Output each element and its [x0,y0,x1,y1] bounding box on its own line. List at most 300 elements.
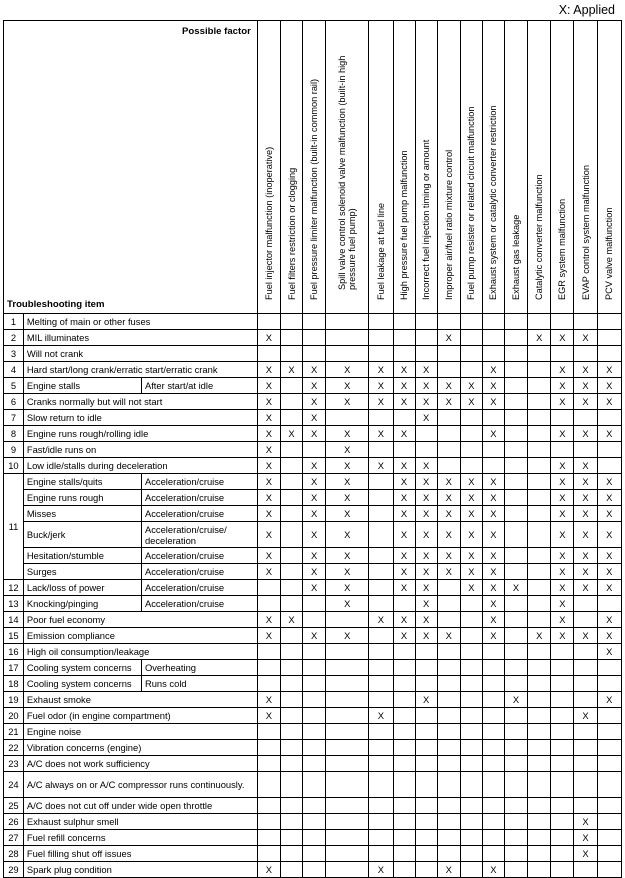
applied-mark: X [551,378,574,394]
applied-mark: X [574,564,597,580]
table-row [4,330,622,346]
applied-mark [528,740,551,756]
applied-mark [393,724,415,740]
applied-mark [326,830,369,846]
applied-mark: X [415,580,437,596]
troubleshooting-item: Spark plug condition [23,862,257,878]
applied-mark: X [504,580,527,596]
applied-mark [437,426,460,442]
factor-header [303,21,326,314]
table-row [4,628,622,644]
table-row [4,724,622,740]
applied-mark [482,772,504,798]
applied-mark: X [393,362,415,378]
applied-mark [280,458,302,474]
applied-mark: X [551,506,574,522]
applied-mark: X [369,612,393,628]
applied-mark [326,724,369,740]
applied-mark: X [393,612,415,628]
factor-header [504,21,527,314]
applied-mark [369,548,393,564]
troubleshooting-item: Engine runs rough/rolling idle [23,426,257,442]
applied-mark [280,490,302,506]
applied-mark [326,330,369,346]
applied-mark [369,628,393,644]
applied-mark [460,628,482,644]
applied-mark [504,378,527,394]
applied-mark [369,660,393,676]
applied-mark: X [369,708,393,724]
applied-mark [303,660,326,676]
applied-mark [393,676,415,692]
applied-mark [280,830,302,846]
troubleshooting-item: Engine noise [23,724,257,740]
applied-mark [528,394,551,410]
applied-mark: X [551,564,574,580]
applied-mark: X [482,362,504,378]
applied-mark: X [369,862,393,878]
applied-mark [257,580,280,596]
applied-mark: X [303,564,326,580]
applied-mark [257,644,280,660]
applied-mark [393,798,415,814]
applied-mark [257,596,280,612]
applied-mark [504,862,527,878]
applied-mark [597,330,621,346]
applied-mark [257,676,280,692]
table-row [4,708,622,724]
applied-mark [528,798,551,814]
applied-mark [528,474,551,490]
applied-mark [528,612,551,628]
table-row [4,426,622,442]
applied-mark: X [437,564,460,580]
applied-mark: X [393,458,415,474]
applied-mark: X [460,506,482,522]
applied-mark: X [326,378,369,394]
applied-mark [303,862,326,878]
applied-mark: X [415,378,437,394]
possible-factor-label: Possible factor [182,26,251,37]
applied-mark: X [597,522,621,548]
applied-mark [528,580,551,596]
applied-mark [574,346,597,362]
applied-mark [369,740,393,756]
applied-mark [257,740,280,756]
applied-mark [280,548,302,564]
applied-mark: X [551,426,574,442]
applied-mark [326,676,369,692]
applied-mark: X [369,458,393,474]
applied-mark [437,772,460,798]
applied-mark [393,644,415,660]
applied-mark: X [369,378,393,394]
troubleshooting-item: Vibration concerns (engine) [23,740,257,756]
applied-mark [303,692,326,708]
applied-mark [393,740,415,756]
troubleshooting-item: MIL illuminates [23,330,257,346]
applied-mark: X [551,522,574,548]
applied-mark: X [574,426,597,442]
applied-mark [437,676,460,692]
applied-mark: X [551,474,574,490]
applied-mark [303,644,326,660]
applied-mark [369,522,393,548]
applied-mark [369,490,393,506]
applied-mark [280,740,302,756]
table-row [4,612,622,628]
applied-mark [460,410,482,426]
applied-mark [597,346,621,362]
applied-mark [504,330,527,346]
applied-mark [303,708,326,724]
applied-mark: X [574,330,597,346]
row-number: 16 [4,644,24,660]
applied-mark [551,862,574,878]
applied-mark: X [460,564,482,580]
applied-mark [437,692,460,708]
applied-mark [504,676,527,692]
applied-mark [303,814,326,830]
applied-mark [437,708,460,724]
applied-mark: X [393,490,415,506]
applied-mark: X [280,362,302,378]
applied-mark [280,756,302,772]
applied-mark [504,772,527,798]
row-number: 2 [4,330,24,346]
factor-label: Spill valve control solenoid valve malfunction (built-in high pressure fuel pump) [337,55,358,290]
applied-mark [504,660,527,676]
applied-mark: X [597,506,621,522]
troubleshooting-item: Melting of main or other fuses [23,314,257,330]
applied-mark [551,798,574,814]
row-number: 15 [4,628,24,644]
applied-mark: X [597,362,621,378]
applied-mark: X [393,506,415,522]
row-number: 5 [4,378,24,394]
applied-mark [528,676,551,692]
table-row [4,740,622,756]
applied-mark: X [393,378,415,394]
applied-mark: X [597,474,621,490]
applied-mark: X [482,394,504,410]
applied-mark [574,724,597,740]
applied-mark: X [574,458,597,474]
applied-mark [574,772,597,798]
applied-mark [460,740,482,756]
applied-mark [597,830,621,846]
applied-mark: X [326,426,369,442]
factor-header [257,21,280,314]
applied-mark [597,410,621,426]
applied-mark [437,814,460,830]
factor-header [415,21,437,314]
row-number: 6 [4,394,24,410]
applied-mark: X [415,692,437,708]
applied-mark [482,814,504,830]
factor-label: Fuel pump resister or related circuit malfunction [466,106,477,300]
applied-mark [460,692,482,708]
applied-mark [280,474,302,490]
applied-mark [460,724,482,740]
factor-label: EVAP control system malfunction [580,165,591,300]
applied-mark [415,708,437,724]
applied-mark [460,814,482,830]
applied-mark [504,362,527,378]
troubleshooting-item: Emission compliance [23,628,257,644]
row-number: 29 [4,862,24,878]
applied-mark [280,580,302,596]
applied-mark: X [257,506,280,522]
applied-mark [280,628,302,644]
applied-mark: X [574,846,597,862]
applied-mark [280,692,302,708]
applied-mark [303,740,326,756]
applied-mark: X [257,394,280,410]
applied-mark: X [257,522,280,548]
applied-mark [415,814,437,830]
applied-mark: X [326,580,369,596]
applied-mark [504,756,527,772]
applied-mark [257,724,280,740]
applied-mark: X [257,362,280,378]
applied-mark [528,458,551,474]
applied-mark: X [437,506,460,522]
factor-label: Fuel leakage at fuel line [375,202,386,300]
applied-mark: X [574,548,597,564]
row-number: 1 [4,314,24,330]
applied-mark [415,756,437,772]
applied-mark: X [415,490,437,506]
applied-mark [326,410,369,426]
applied-mark [504,426,527,442]
applied-mark [303,830,326,846]
condition: Acceleration/cruise [141,474,257,490]
applied-mark: X [597,548,621,564]
applied-mark [504,394,527,410]
applied-mark [551,814,574,830]
applied-mark [597,314,621,330]
applied-mark [437,830,460,846]
applied-mark: X [460,522,482,548]
row-number: 4 [4,362,24,378]
factor-label: Exhaust gas leakage [511,214,522,300]
applied-mark [280,394,302,410]
applied-mark [460,798,482,814]
condition: Acceleration/cruise [141,564,257,580]
applied-mark [326,862,369,878]
applied-mark [415,740,437,756]
applied-mark [551,676,574,692]
applied-mark: X [551,330,574,346]
applied-mark: X [482,628,504,644]
applied-mark [369,474,393,490]
applied-mark: X [437,378,460,394]
applied-mark [460,830,482,846]
applied-mark [326,814,369,830]
applied-mark [528,522,551,548]
applied-mark [369,724,393,740]
applied-mark: X [393,474,415,490]
factor-label: PCV valve malfunction [604,207,615,300]
applied-mark [326,644,369,660]
applied-mark: X [574,506,597,522]
applied-mark: X [303,378,326,394]
applied-mark [551,442,574,458]
applied-mark [460,756,482,772]
applied-mark [482,458,504,474]
table-row [4,660,622,676]
applied-mark: X [597,378,621,394]
applied-mark [482,330,504,346]
applied-mark: X [574,628,597,644]
applied-mark: X [574,522,597,548]
applied-mark: X [437,330,460,346]
applied-mark: X [597,564,621,580]
applied-mark: X [437,522,460,548]
applied-mark: X [257,692,280,708]
applied-mark: X [482,474,504,490]
table-row [4,458,622,474]
row-number: 18 [4,676,24,692]
applied-mark [460,330,482,346]
applied-mark [460,660,482,676]
table-row [4,442,622,458]
applied-mark [437,596,460,612]
troubleshooting-item: Fast/idle runs on [23,442,257,458]
applied-mark [280,378,302,394]
troubleshooting-item: A/C does not cut off under wide open throttle [23,798,257,814]
row-number: 24 [4,772,24,798]
applied-mark: X [551,490,574,506]
applied-mark [369,314,393,330]
row-number: 22 [4,740,24,756]
applied-mark [504,458,527,474]
applied-mark [280,798,302,814]
applied-mark [257,772,280,798]
applied-mark [460,442,482,458]
applied-mark: X [482,378,504,394]
applied-mark: X [482,580,504,596]
applied-mark: X [326,394,369,410]
applied-mark [393,314,415,330]
applied-mark [460,458,482,474]
applied-mark: X [257,708,280,724]
row-number: 10 [4,458,24,474]
applied-mark: X [280,426,302,442]
applied-mark [504,410,527,426]
applied-mark [482,798,504,814]
applied-mark: X [303,580,326,596]
factor-label: Catalytic converter malfunction [534,174,545,300]
applied-mark [257,846,280,862]
header-row [4,21,622,314]
applied-mark [597,862,621,878]
row-number: 26 [4,814,24,830]
applied-mark [303,612,326,628]
applied-mark: X [326,362,369,378]
factor-label: High pressure fuel pump malfunction [399,150,410,300]
condition: Runs cold [141,676,257,692]
applied-mark: X [303,426,326,442]
applied-mark [393,330,415,346]
applied-mark [369,580,393,596]
factor-label: Improper air/fuel ratio mixture control [443,149,454,300]
applied-mark: X [597,628,621,644]
applied-mark [551,346,574,362]
row-number: 3 [4,346,24,362]
applied-mark [369,772,393,798]
applied-mark: X [437,548,460,564]
applied-mark [504,522,527,548]
applied-mark: X [257,490,280,506]
table-row [4,410,622,426]
troubleshooting-item: Engine runs rough [23,490,141,506]
applied-mark: X [415,474,437,490]
row-number: 14 [4,612,24,628]
applied-mark [551,410,574,426]
applied-mark: X [257,548,280,564]
condition: Overheating [141,660,257,676]
applied-mark [504,798,527,814]
applied-mark [504,612,527,628]
applied-mark [597,596,621,612]
factor-header [551,21,574,314]
applied-mark: X [415,410,437,426]
applied-mark [528,410,551,426]
applied-mark [326,612,369,628]
applied-mark [393,814,415,830]
table-row [4,346,622,362]
applied-mark [326,846,369,862]
applied-mark [574,798,597,814]
table-row [4,814,622,830]
applied-mark [369,676,393,692]
factor-header [482,21,504,314]
applied-mark: X [326,458,369,474]
applied-mark [597,458,621,474]
applied-mark: X [574,708,597,724]
applied-mark: X [597,692,621,708]
table-row [4,378,622,394]
applied-mark: X [482,564,504,580]
applied-mark: X [326,596,369,612]
applied-mark [437,612,460,628]
applied-mark [393,830,415,846]
row-number: 8 [4,426,24,442]
applied-mark: X [551,596,574,612]
applied-mark [437,314,460,330]
table-row [4,676,622,692]
applied-mark [280,346,302,362]
applied-mark: X [482,548,504,564]
applied-mark [460,596,482,612]
table-row [4,644,622,660]
applied-mark [460,612,482,628]
row-number: 11 [4,474,24,580]
troubleshooting-item: Engine stalls/quits [23,474,141,490]
applied-mark [551,830,574,846]
applied-mark [504,314,527,330]
factor-label: Fuel filters restriction or clogging [286,167,297,300]
applied-mark [437,346,460,362]
applied-mark [482,346,504,362]
applied-mark: X [303,522,326,548]
factor-header [280,21,302,314]
applied-mark: X [257,378,280,394]
applied-mark [460,846,482,862]
applied-mark: X [257,410,280,426]
